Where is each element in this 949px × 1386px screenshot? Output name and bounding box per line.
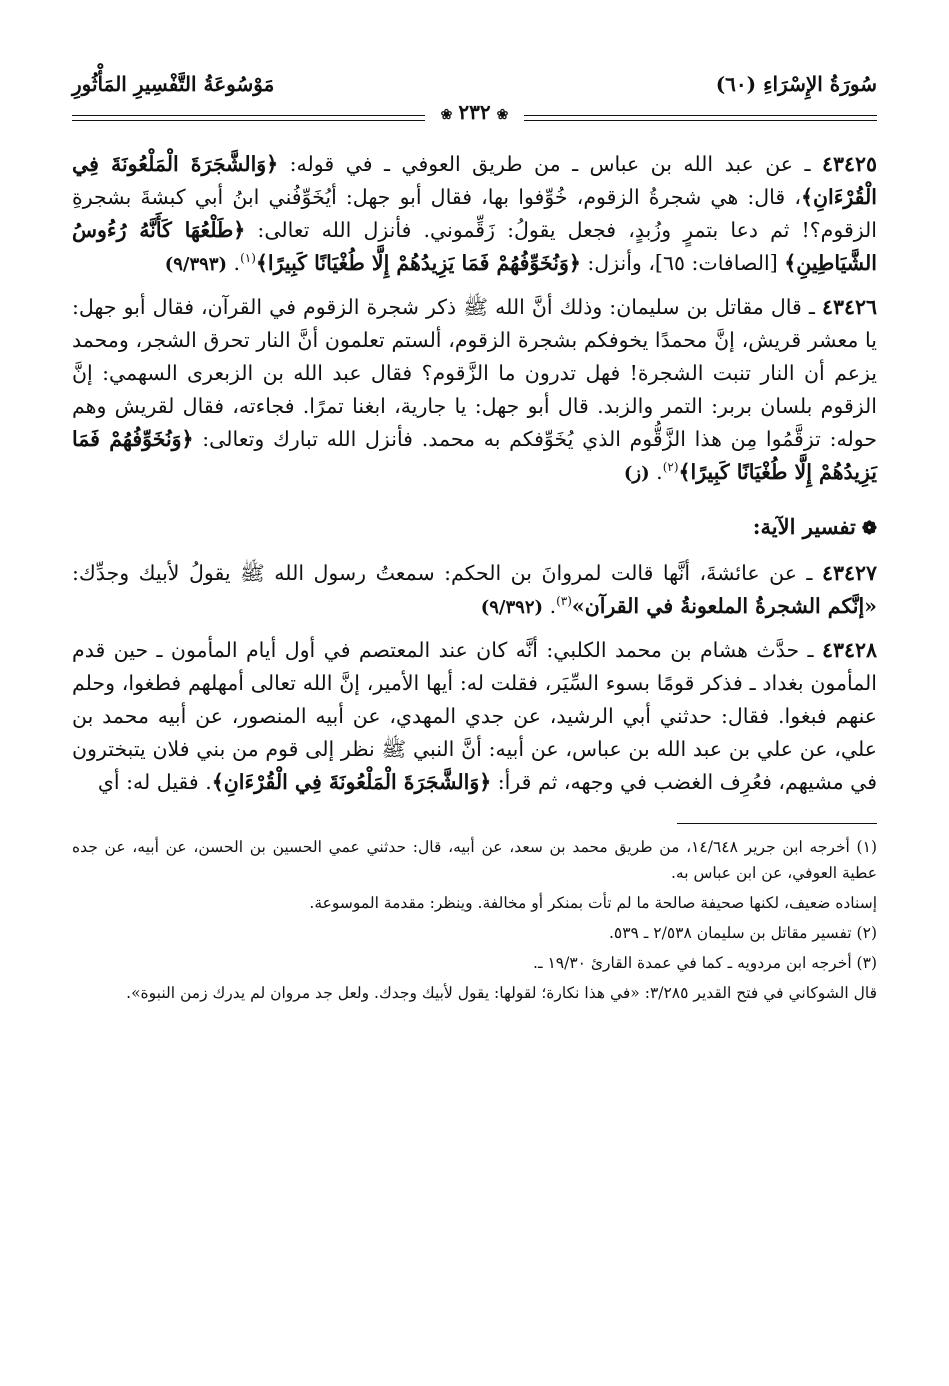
footnote-rule (677, 823, 877, 824)
surah-title: سُورَةُ الإِسْرَاءِ (٦٠) (715, 72, 877, 96)
narration-number: ٤٣٤٢٧ (821, 561, 877, 585)
narration-text: ، قال: هي شجرةُ الزقوم، خُوِّفوا بها، فقال أبو جهل: أيُخَوِّفُني ابنُ أبي كبشةَ بشجرةِ الزقوم؟! ثم دعا بتمرٍ وزُبدٍ، فجعل يقولُ: زَقِّموني. فأنزل الله تعالى: (72, 185, 877, 242)
narration-text: [الصافات: ٦٥]، وأنزل: (580, 251, 785, 275)
narration-number: ٤٣٤٢٥ (821, 152, 877, 176)
narration-paragraph (72, 148, 877, 281)
narration-text: ـ حدَّث هشام بن محمد الكلبي: أنَّه كان عند المعتصم في أول أيام المأمون ـ حين قدم المأمون بغداد ـ فذكر قومًا بسوء السِّيَر، فقلت له: أيها الأمير، إنَّ الله تعالى أمهلهم فطغوا، وحلم عنهم فبغوا. فقال: حدثني أبي الرشيد، عن جدي المهدي، عن أبيه المنصور، عن أبيه محمد بن علي، عن علي بن عبد الله بن عباس، عن أبيه: أنَّ النبي ﷺ نظر إلى قوم من بني فلان يتبخترون في مشيهم، فعُرِف الغضب في وجهه، ثم قرأ: (72, 638, 877, 794)
footnote-item: (٢) تفسير مقاتل بن سليمان ٢/٥٣٨ ـ ٥٣٩. (608, 924, 877, 942)
volume-reference: (٩/٣٩٢) (480, 597, 544, 618)
main-text (72, 148, 877, 799)
narration-text: ـ قال مقاتل بن سليمان: وذلك أنَّ الله ﷺ ذكر شجرة الزقوم في القرآن، فقال أبو جهل: يا معشر قريش، إنَّ محمدًا يخوفكم بشجرة الزقوم، ألستم تعلمون أنَّ النار تحرق الشجر، ومحمد يزعم أن النار تنبت الشجرة! فهل تدرون ما الزَّقوم؟ فقال عبد الله بن الزبعرى السهمي: إنَّ الزقوم بلسان بربر: التمر والزبد. قال أبو جهل: يا جارية، ابغنا تمرًا. فجاءته، فقال لقريش وهم حوله: تزقَّمُوا مِن هذا الزَّقُّوم الذي يُخَوِّفكم به محمد. فأنزل الله تبارك وتعالى: (72, 295, 877, 451)
book-title: مَوْسُوعَةُ التَّفْسِيرِ المَأْثُورِ (72, 72, 275, 96)
hadith-quote: «إنَّكم الشجرةُ الملعونةُ في القرآن» (571, 594, 877, 618)
footnotes (72, 834, 877, 1006)
volume-reference: (ز) (623, 463, 650, 484)
narration-text: ـ عن عبد الله بن عباس ـ من طريق العوفي ـ في قوله: (278, 152, 822, 176)
quran-verse: ﴿طَلْعُهَا كَأَنَّهُ رُءُوسُ الشَّيَاطِينِ﴾ (72, 218, 877, 275)
narration-text: . (227, 251, 241, 275)
narrations-group-2 (72, 557, 877, 799)
flower-ornament-icon: ❁ (861, 518, 877, 539)
narrations-group-1 (72, 148, 877, 490)
narration-number: ٤٣٤٢٦ (821, 295, 877, 319)
footnote-item: (١) أخرجه ابن جرير ١٤/٦٤٨، من طريق محمد بن سعد، عن أبيه، قال: حدثني عمي الحسين بن الحسن، عن أبيه، عن جده عطية العوفي، عن ابن عباس به. (72, 838, 877, 882)
footnote-item: إسناده ضعيف، لكنها صحيفة صالحة ما لم تأت بمنكر أو مخالفة. وينظر: مقدمة الموسوعة. (309, 894, 877, 912)
footnote-item: قال الشوكاني في فتح القدير ٣/٢٨٥: «في هذا نكارة؛ لقولها: يقول لأبيك وجدك. ولعل جد مروان لم يدرك زمن النبوة». (126, 984, 877, 1002)
page-number: ❀ ٢٣٢ ❀ (425, 100, 525, 124)
footnote-item: (٣) أخرجه ابن مردويه ـ كما في عمدة القارئ ١٩/٣٠ ـ. (533, 954, 877, 972)
quran-verse: ﴿وَالشَّجَرَةَ الْمَلْعُونَةَ فِي الْقُرْءَانِ﴾ (211, 770, 492, 794)
quran-verse: ﴿وَنُخَوِّفُهُمْ فَمَا يَزِيدُهُمْ إِلَّا طُغْيَانًا كَبِيرًا﴾ (72, 427, 877, 484)
footnote-marker: (١) (240, 251, 256, 266)
narration-text: . فقيل له: أي (97, 770, 212, 794)
volume-reference: (٩/٣٩٣) (164, 254, 228, 275)
narration-paragraph (72, 557, 877, 624)
narration-paragraph (72, 291, 877, 490)
section-heading (72, 510, 877, 545)
footnote-marker: (٣) (556, 594, 572, 609)
quran-verse: ﴿وَالشَّجَرَةَ الْمَلْعُونَةَ فِي الْقُرْءَانِ﴾ (72, 152, 877, 209)
section-heading-label: تفسير الآية: (752, 514, 856, 539)
narration-number: ٤٣٤٢٨ (821, 638, 877, 662)
running-head (72, 72, 877, 126)
quran-verse: ﴿وَنُخَوِّفُهُمْ فَمَا يَزِيدُهُمْ إِلَّا طُغْيَانًا كَبِيرًا﴾ (255, 251, 581, 275)
narration-text: ـ عن عائشةَ، أنَّها قالت لمروانَ بن الحكم: سمعتُ رسول الله ﷺ يقولُ لأبيك وجدِّك: (72, 561, 822, 585)
narration-text: . (649, 460, 663, 484)
book-page (72, 72, 877, 1362)
narration-paragraph (72, 634, 877, 799)
footnote-marker: (٢) (662, 460, 679, 475)
narration-text: . (543, 594, 557, 618)
